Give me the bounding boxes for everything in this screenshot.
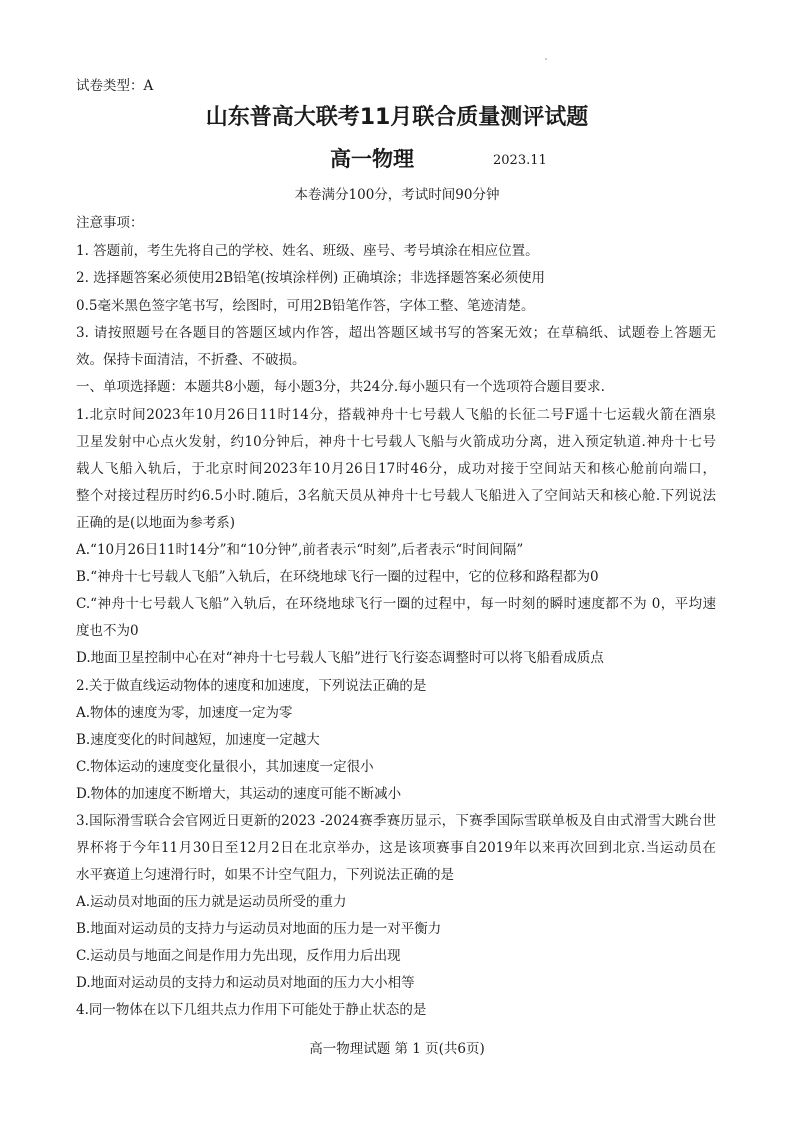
question-stem: 整个对接过程历时约6.5小时.随后，3名航天员从神舟十七号载人飞船进入了空间站天和核心舱.下列说法 [76,488,716,504]
question-stem: 4.同一物体在以下几组共点力作用下可能处于静止状态的是 [76,1002,427,1018]
notes-line: 效。保持卡面清洁，不折叠、不破损。 [76,352,306,368]
option-c: C.“神舟十七号载人飞船”入轨后，在环绕地球飞行一圈的过程中，每一时刻的瞬时速度都不为 0，平均速 [76,596,716,612]
question-stem: 3.国际滑雪联合会官网近日更新的2023 -2024赛季赛历显示，下赛季国际雪联单板及自由式滑雪大跳台世 [76,813,716,829]
notes-line: 1. 答题前，考生先将自己的学校、姓名、班级、座号、考号填涂在相应位置。 [76,243,539,259]
question-stem: 水平赛道上匀速滑行时，如果不计空气阻力，下列说法正确的是 [76,867,454,883]
exam-date: 2023.11 [493,153,547,168]
notes-line: 0.5毫米黑色签字笔书写，绘图时，可用2B铅笔作答，字体工整、笔迹清楚。 [76,298,535,314]
option-c-continued: 度也不为0 [76,623,139,639]
option-b: B.地面对运动员的支持力与运动员对地面的压力是一对平衡力 [76,921,442,937]
question-stem: 2.关于做直线运动物体的速度和加速度，下列说法正确的是 [76,678,427,694]
option-a: A.“10月26日11时14分”和“10分钟”,前者表示“时刻”,后者表示“时间间隔” [76,542,524,558]
subject-title: 高一物理 [330,147,414,171]
question-stem: 卫星发射中心点火发射，约10分钟后，神舟十七号载人飞船与火箭成功分离，进入预定轨道.神舟十七号 [76,434,716,450]
question-stem: 1.北京时间2023年10月26日11时14分，搭载神舟十七号载人飞船的长征二号F遥十七运载火箭在酒泉 [76,407,716,423]
page-footer: 高一物理试题 第 1 页(共6页) [309,1041,485,1057]
option-d: D.物体的加速度不断增大，其运动的速度可能不断减小 [76,786,402,802]
notes-heading: 注意事项： [76,215,144,231]
option-a: A.物体的速度为零，加速度一定为零 [76,705,293,721]
exam-info: 本卷满分100分，考试时间90分钟 [294,187,500,203]
option-a: A.运动员对地面的压力就是运动员所受的重力 [76,894,347,910]
exam-title: 山东普高大联考11月联合质量测评试题 [205,105,589,130]
scan-speck [545,58,547,60]
paper-type: 试卷类型：A [76,78,154,94]
option-b: B.“神舟十七号载人飞船”入轨后，在环绕地球飞行一圈的过程中，它的位移和路程都为0 [76,569,599,585]
option-b: B.速度变化的时间越短，加速度一定越大 [76,732,320,748]
option-c: C.物体运动的速度变化量很小，其加速度一定很小 [76,759,374,775]
notes-line: 2. 选择题答案必须使用2B铅笔(按填涂样例) 正确填涂；非选择题答案必须使用 [76,270,546,286]
option-d: D.地面卫星控制中心在对“神舟十七号载人飞船”进行飞行姿态调整时可以将飞船看成质点 [76,650,604,666]
section-heading: 一、单项选择题：本题共8小题，每小题3分，共24分.每小题只有一个选项符合题目要求. [76,379,605,395]
option-d: D.地面对运动员的支持力和运动员对地面的压力大小相等 [76,975,415,991]
question-stem: 正确的是(以地面为参考系) [76,515,236,531]
question-stem: 载人飞船入轨后，于北京时间2023年10月26日17时46分，成功对接于空间站天和核心舱前向端口， [76,461,716,477]
option-c: C.运动员与地面之间是作用力先出现，反作用力后出现 [76,948,401,964]
question-stem: 界杯将于今年11月30日至12月2日在北京举办，这是该项赛事自2019年以来再次回到北京.当运动员在 [76,840,716,856]
notes-line: 3. 请按照题号在各题目的答题区域内作答，超出答题区域书写的答案无效；在草稿纸、试题卷上答题无 [76,325,716,341]
